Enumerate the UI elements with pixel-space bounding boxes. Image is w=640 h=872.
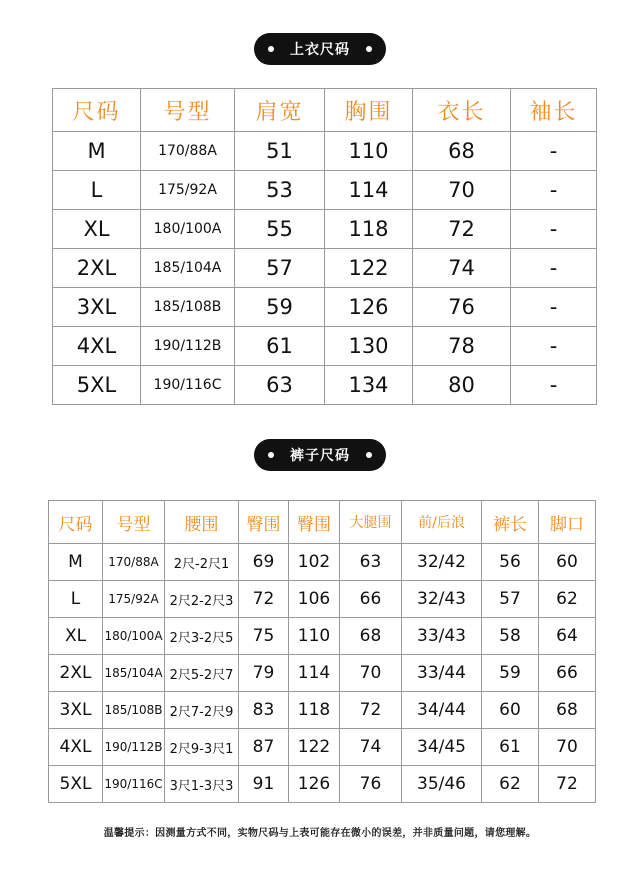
table-row — [53, 366, 597, 405]
column-header: 腰围 — [165, 501, 239, 544]
table-cell: 2尺2-2尺3 — [165, 581, 239, 618]
bottom-section-title-pill — [254, 439, 386, 471]
table-row — [53, 327, 597, 366]
table-cell: 56 — [482, 544, 539, 581]
table-cell: 60 — [539, 544, 596, 581]
table-cell: 130 — [325, 327, 413, 366]
table-cell: 170/88A — [141, 132, 235, 171]
table-cell: 2尺7-2尺9 — [165, 692, 239, 729]
table-cell: 122 — [289, 729, 340, 766]
table-cell: 134 — [325, 366, 413, 405]
table-row — [53, 132, 597, 171]
table-cell: 170/88A — [103, 544, 165, 581]
table-cell: 110 — [325, 132, 413, 171]
table-cell: M — [49, 544, 103, 581]
column-header: 号型 — [141, 89, 235, 132]
table-cell: 59 — [482, 655, 539, 692]
table-row — [49, 655, 596, 692]
table-cell: 2XL — [49, 655, 103, 692]
table-cell: 66 — [539, 655, 596, 692]
table-cell: 175/92A — [103, 581, 165, 618]
table-cell: 35/46 — [402, 766, 482, 803]
column-header: 臀围 — [239, 501, 289, 544]
table-cell: 72 — [539, 766, 596, 803]
column-header: 臀围 — [289, 501, 340, 544]
bottom-size-table — [48, 500, 596, 803]
column-header: 大腿围 — [340, 501, 402, 544]
table-cell: 122 — [325, 249, 413, 288]
table-row — [53, 171, 597, 210]
table-cell: 190/116C — [103, 766, 165, 803]
dot-icon — [268, 452, 274, 458]
table-cell: XL — [53, 210, 141, 249]
table-cell: 4XL — [53, 327, 141, 366]
table-cell: 69 — [239, 544, 289, 581]
table-cell: 175/92A — [141, 171, 235, 210]
table-cell: XL — [49, 618, 103, 655]
table-cell: 76 — [340, 766, 402, 803]
table-row — [49, 544, 596, 581]
table-row — [49, 729, 596, 766]
table-cell: 2尺5-2尺7 — [165, 655, 239, 692]
table-cell: 180/100A — [103, 618, 165, 655]
table-cell: 185/108B — [103, 692, 165, 729]
table-cell: 78 — [413, 327, 511, 366]
table-cell: 70 — [340, 655, 402, 692]
column-header: 尺码 — [49, 501, 103, 544]
table-cell: 32/43 — [402, 581, 482, 618]
table-cell: 33/44 — [402, 655, 482, 692]
column-header: 号型 — [103, 501, 165, 544]
table-cell: L — [49, 581, 103, 618]
table-cell: 70 — [413, 171, 511, 210]
column-header: 尺码 — [53, 89, 141, 132]
table-cell: 114 — [325, 171, 413, 210]
table-cell: 66 — [340, 581, 402, 618]
table-cell: 75 — [239, 618, 289, 655]
dot-icon — [366, 46, 372, 52]
table-cell: 34/45 — [402, 729, 482, 766]
table-cell: 180/100A — [141, 210, 235, 249]
table-cell: 2尺3-2尺5 — [165, 618, 239, 655]
table-cell: - — [511, 327, 597, 366]
table-cell: 34/44 — [402, 692, 482, 729]
table-cell: 51 — [235, 132, 325, 171]
table-cell: 68 — [539, 692, 596, 729]
table-cell: 5XL — [49, 766, 103, 803]
table-cell: 118 — [325, 210, 413, 249]
table-cell: 74 — [340, 729, 402, 766]
table-cell: 185/104A — [141, 249, 235, 288]
table-cell: 2尺9-3尺1 — [165, 729, 239, 766]
table-cell: 64 — [539, 618, 596, 655]
table-cell: 74 — [413, 249, 511, 288]
table-cell: - — [511, 210, 597, 249]
table-cell: 68 — [340, 618, 402, 655]
column-header: 衣长 — [413, 89, 511, 132]
table-cell: - — [511, 171, 597, 210]
table-cell: 63 — [235, 366, 325, 405]
table-cell: 185/108B — [141, 288, 235, 327]
table-header-row — [53, 89, 597, 132]
table-row — [49, 766, 596, 803]
table-cell: M — [53, 132, 141, 171]
table-cell: 102 — [289, 544, 340, 581]
table-cell: 55 — [235, 210, 325, 249]
table-cell: 72 — [239, 581, 289, 618]
column-header: 前/后浪 — [402, 501, 482, 544]
table-cell: 126 — [325, 288, 413, 327]
table-cell: 62 — [482, 766, 539, 803]
table-cell: 185/104A — [103, 655, 165, 692]
table-cell: 3XL — [53, 288, 141, 327]
top-section-title-pill — [254, 33, 386, 65]
table-cell: 53 — [235, 171, 325, 210]
column-header: 肩宽 — [235, 89, 325, 132]
table-cell: 57 — [235, 249, 325, 288]
footer-note: 温馨提示：因测量方式不同，实物尺码与上表可能存在微小的误差，并非质量问题，请您理解。 — [103, 828, 537, 839]
table-cell: 91 — [239, 766, 289, 803]
table-cell: 33/43 — [402, 618, 482, 655]
column-header: 脚口 — [539, 501, 596, 544]
table-cell: - — [511, 249, 597, 288]
table-cell: 118 — [289, 692, 340, 729]
table-cell: 190/112B — [103, 729, 165, 766]
table-cell: 58 — [482, 618, 539, 655]
table-cell: 4XL — [49, 729, 103, 766]
table-cell: 72 — [413, 210, 511, 249]
table-row — [49, 618, 596, 655]
top-size-table — [52, 88, 597, 405]
table-cell: 61 — [235, 327, 325, 366]
table-cell: 190/112B — [141, 327, 235, 366]
table-cell: 60 — [482, 692, 539, 729]
table-cell: 3尺1-3尺3 — [165, 766, 239, 803]
table-cell: 110 — [289, 618, 340, 655]
table-cell: 61 — [482, 729, 539, 766]
table-cell: 32/42 — [402, 544, 482, 581]
dot-icon — [366, 452, 372, 458]
table-cell: 3XL — [49, 692, 103, 729]
top-section-title: 上衣尺码 — [290, 42, 350, 58]
table-cell: 2尺-2尺1 — [165, 544, 239, 581]
column-header: 裤长 — [482, 501, 539, 544]
table-header-row — [49, 501, 596, 544]
table-cell: - — [511, 366, 597, 405]
table-cell: 63 — [340, 544, 402, 581]
table-cell: 190/116C — [141, 366, 235, 405]
table-cell: 80 — [413, 366, 511, 405]
bottom-section-title: 裤子尺码 — [290, 448, 350, 464]
table-cell: 68 — [413, 132, 511, 171]
table-cell: 5XL — [53, 366, 141, 405]
table-row — [49, 581, 596, 618]
table-cell: 57 — [482, 581, 539, 618]
table-cell: 70 — [539, 729, 596, 766]
table-cell: L — [53, 171, 141, 210]
table-cell: - — [511, 288, 597, 327]
table-cell: 114 — [289, 655, 340, 692]
table-cell: 72 — [340, 692, 402, 729]
column-header: 袖长 — [511, 89, 597, 132]
table-cell: - — [511, 132, 597, 171]
table-row — [53, 288, 597, 327]
table-cell: 59 — [235, 288, 325, 327]
dot-icon — [268, 46, 274, 52]
table-cell: 79 — [239, 655, 289, 692]
table-cell: 76 — [413, 288, 511, 327]
column-header: 胸围 — [325, 89, 413, 132]
table-row — [53, 249, 597, 288]
table-cell: 83 — [239, 692, 289, 729]
table-cell: 62 — [539, 581, 596, 618]
table-cell: 106 — [289, 581, 340, 618]
table-row — [53, 210, 597, 249]
table-cell: 2XL — [53, 249, 141, 288]
table-cell: 87 — [239, 729, 289, 766]
table-cell: 126 — [289, 766, 340, 803]
table-row — [49, 692, 596, 729]
